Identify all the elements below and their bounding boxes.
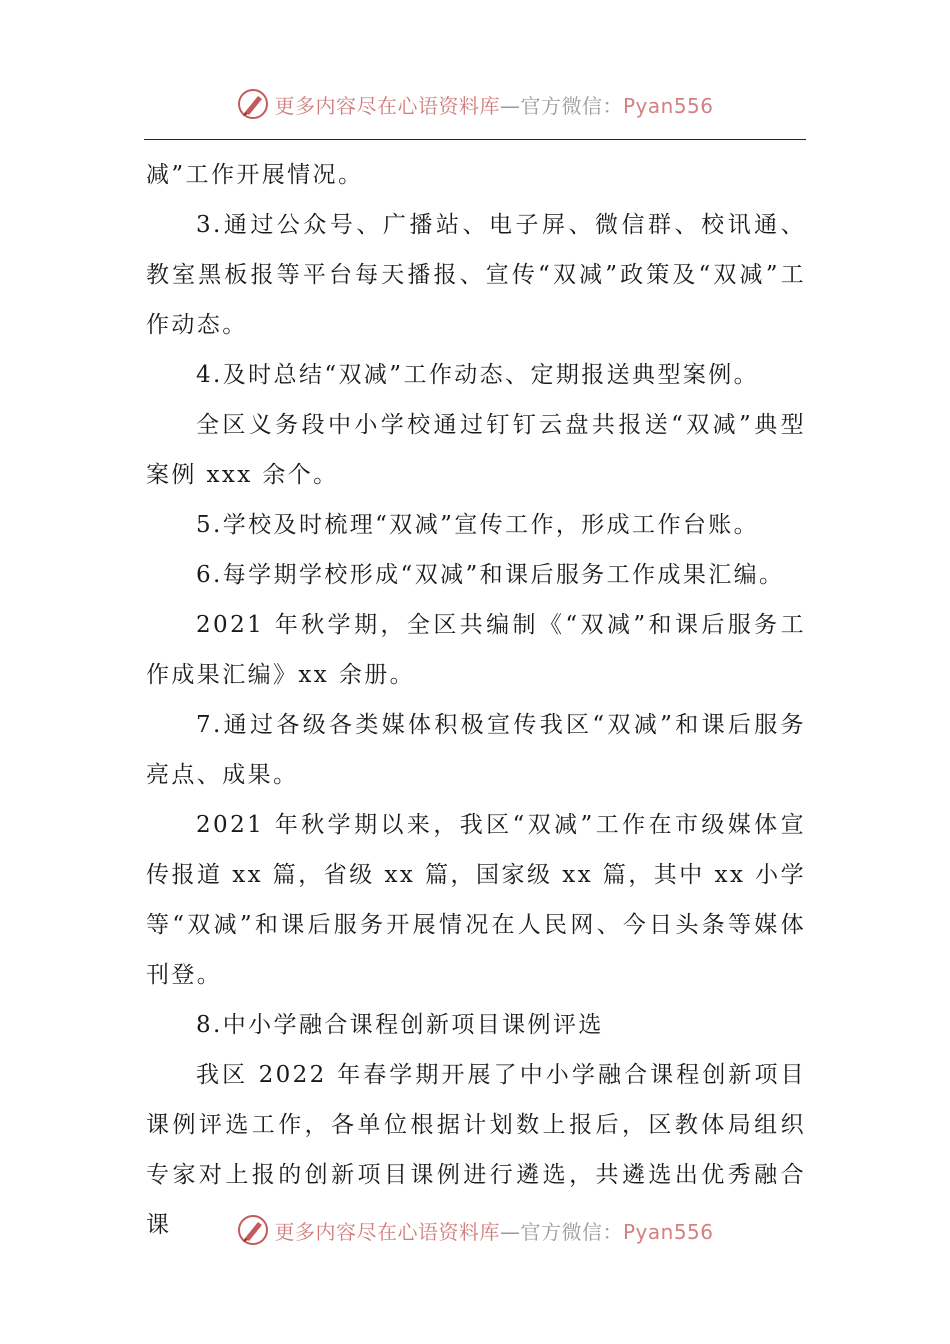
watermark-wechat-label: 官方微信： xyxy=(520,93,623,118)
watermark-text xyxy=(274,1216,713,1245)
paragraph: 2021 年秋学期，全区共编制《“双减”和课后服务工作成果汇编》xx 余册。 xyxy=(146,612,806,688)
watermark-dash: — xyxy=(499,1219,521,1244)
pen-logo-icon xyxy=(236,1213,270,1247)
paragraph: 6.每学期学校形成“双减”和课后服务工作成果汇编。 xyxy=(196,562,785,588)
paragraph: 3.通过公众号、广播站、电子屏、微信群、校讯通、教室黑板报等平台每天播报、宣传“双减”政策及“双减”工作动态。 xyxy=(146,212,806,338)
paragraph: 7.通过各级各类媒体积极宣传我区“双减”和课后服务亮点、成果。 xyxy=(146,712,806,788)
paragraph: 5.学校及时梳理“双减”宣传工作，形成工作台账。 xyxy=(196,512,760,538)
watermark-wechat-id: Pyan556 xyxy=(622,1219,714,1244)
watermark-main: 更多内容尽在心语资料库 xyxy=(274,1219,500,1244)
page-header-watermark xyxy=(0,84,950,124)
watermark-wechat-label: 官方微信： xyxy=(520,1219,623,1244)
paragraph: 8.中小学融合课程创新项目课例评选 xyxy=(196,1012,604,1038)
paragraph: 我区 2022 年春学期开展了中小学融合课程创新项目课例评选工作，各单位根据计划数上报后，区教体局组织专家对上报的创新项目课例进行遴选，共遴选出优秀融合课 xyxy=(146,1062,806,1238)
paragraph: 减”工作开展情况。 xyxy=(146,162,364,188)
paragraph: 2021 年秋学期以来，我区“双减”工作在市级媒体宣传报道 xx 篇，省级 xx 篇，国家级 xx 篇，其中 xx 小学等“双减”和课后服务开展情况在人民网、今日头条等媒体刊登。 xyxy=(146,812,806,988)
document-body xyxy=(146,150,806,1250)
watermark-wechat-id: Pyan556 xyxy=(622,93,714,118)
pen-logo-icon xyxy=(236,87,270,121)
header-divider xyxy=(144,139,806,140)
page-footer-watermark xyxy=(0,1210,950,1250)
watermark-dash: — xyxy=(499,93,521,118)
paragraph: 4.及时总结“双减”工作动态、定期报送典型案例。 xyxy=(196,362,760,388)
paragraph: 全区义务段中小学校通过钉钉云盘共报送“双减”典型案例 xxx 余个。 xyxy=(146,412,806,488)
watermark-main: 更多内容尽在心语资料库 xyxy=(274,93,500,118)
watermark-text xyxy=(274,90,713,119)
